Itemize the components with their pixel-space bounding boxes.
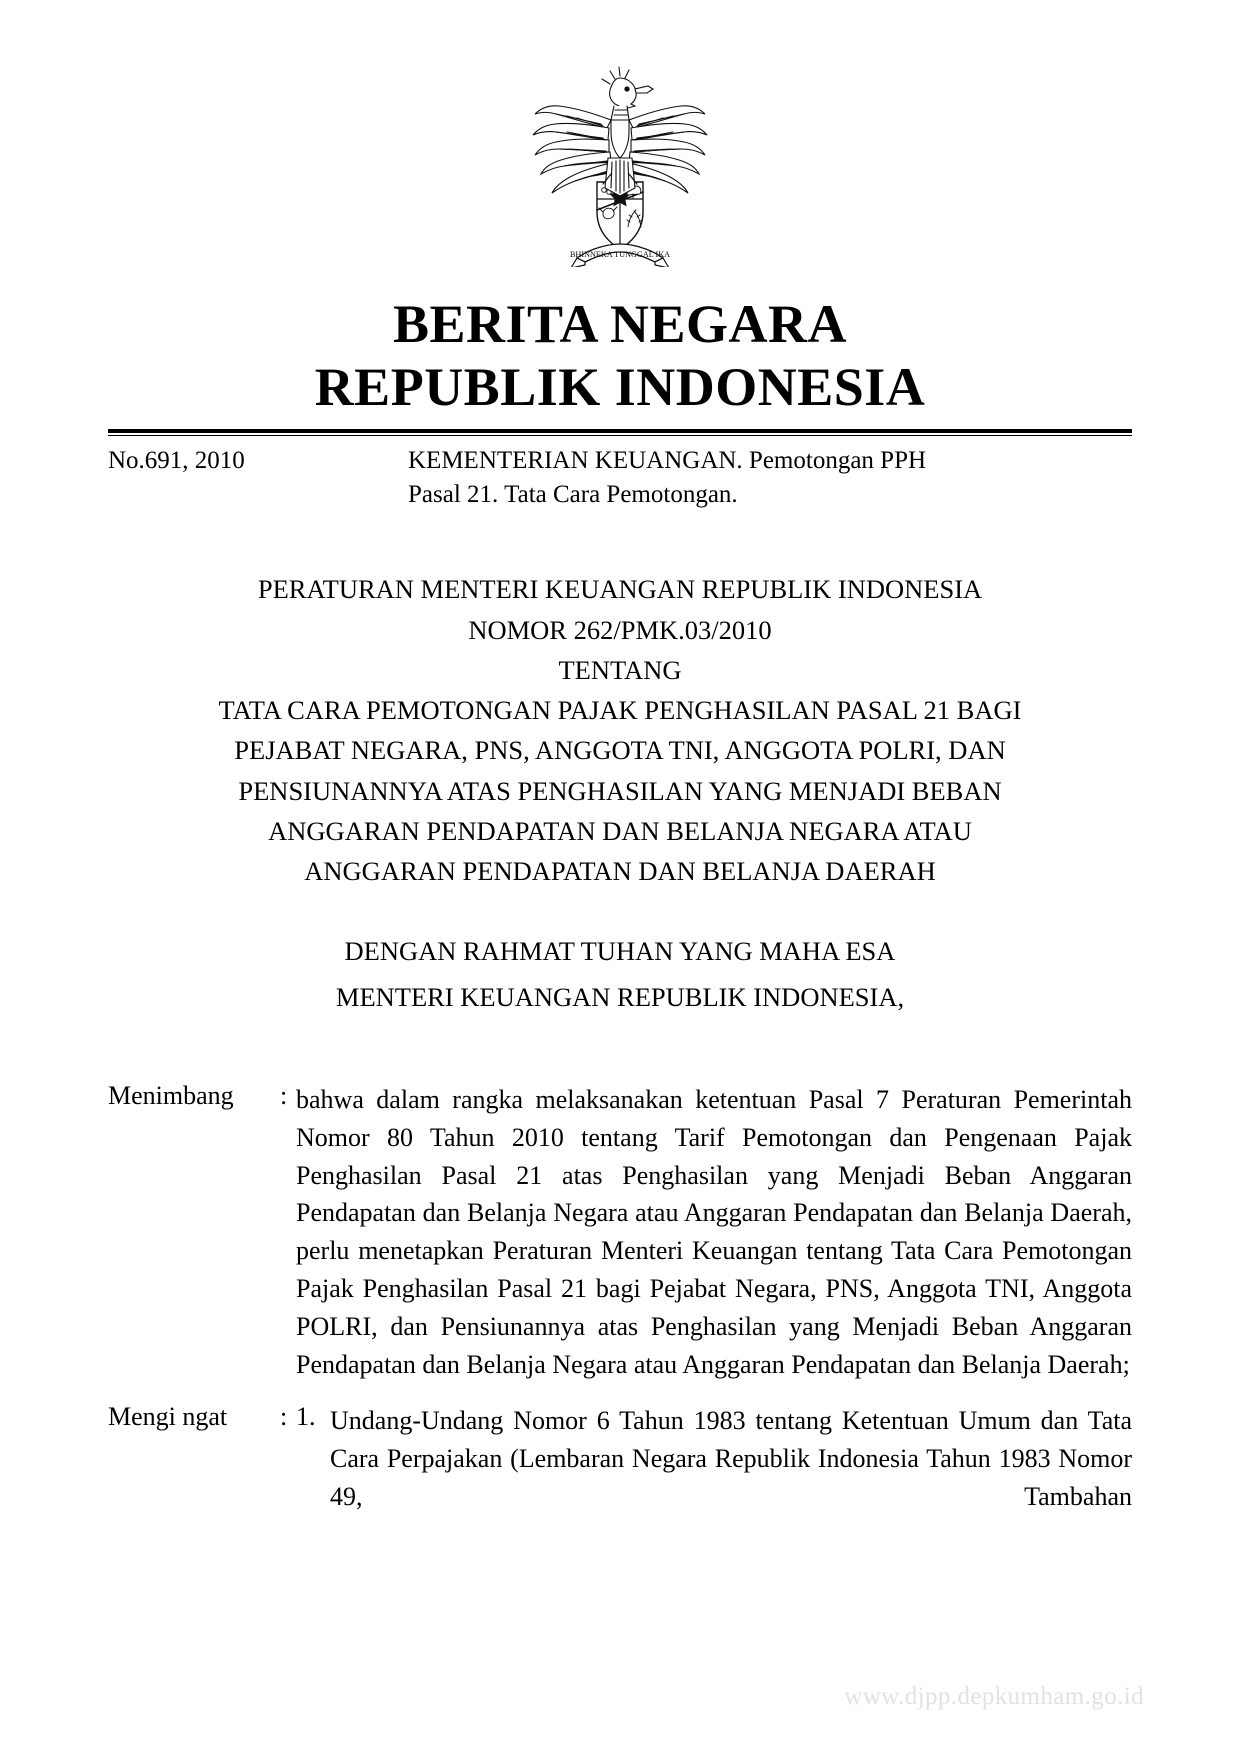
- title-line-subject-3: PENSIUNANNYA ATAS PENGHASILAN YANG MENJADI BEBAN: [238, 775, 1002, 806]
- title-line-subject-2: PEJABAT NEGARA, PNS, ANGGOTA TNI, ANGGOTA POLRI, DAN: [234, 735, 1006, 766]
- divider-thick-rule: [108, 429, 1132, 433]
- emblem-container: [0, 0, 1240, 267]
- clause-text-mengingat-item-1: Undang-Undang Nomor 6 Tahun 1983 tentang Ketentuan Umum dan Tata Cara Perpajakan (Lembaran Negara Republik Indonesia Tahun 1983 Nomor 49, Tambahan: [330, 1406, 1132, 1512]
- gazette-subject-line-1: KEMENTERIAN KEUANGAN. Pemotongan PPH: [408, 447, 927, 475]
- masthead-line-2: REPUBLIK INDONESIA: [314, 357, 926, 418]
- masthead-line-1: BERITA NEGARA: [392, 294, 848, 354]
- clause-text-menimbang: bahwa dalam rangka melaksanakan ketentuan Pasal 7 Peraturan Pemerintah Nomor 80 Tahun 2010 tentang Tarif Pemotongan dan Pengenaan Pajak Penghasilan Pasal 21 atas Penghasilan yang Menjadi Beban Anggaran Pendapatan dan Belanja Negara atau Anggaran Pendapatan dan Belanja Daerah, perlu menetapkan Peraturan Menteri Keuangan tentang Tata Cara Pemotongan Pajak Penghasilan Pasal 21 bagi Pejabat Negara, PNS, Anggota TNI, Anggota POLRI, dan Pensiunannya atas Penghasilan yang Menjadi Beban Anggaran Pendapatan dan Belanja Negara atau Anggaran Pendapatan dan Belanja Daerah;: [296, 1084, 1132, 1380]
- emblem-motto-text: BHINNEKA TUNGGAL IKA: [569, 250, 671, 259]
- gazette-number: No.691, 2010: [108, 447, 245, 475]
- footer-watermark: www.djpp.depkumham.go.id: [844, 1683, 1144, 1710]
- clause-label-mengingat: Mengi ngat: [108, 1402, 228, 1432]
- masthead: [0, 293, 1240, 419]
- clause-label-menimbang: Menimbang: [108, 1080, 234, 1110]
- clause-menimbang: [108, 1081, 1132, 1385]
- clause-colon-menimbang: :: [280, 1080, 288, 1110]
- minister-line: MENTERI KEUANGAN REPUBLIK INDONESIA,: [335, 982, 905, 1013]
- clauses-section: [108, 1081, 1132, 1554]
- clause-item-number-1: 1.: [296, 1402, 316, 1432]
- regulation-title-block: [100, 569, 1140, 891]
- title-line-subject-4: ANGGARAN PENDAPATAN DAN BELANJA NEGARA ATAU: [268, 815, 972, 846]
- divider-thin-rule: [108, 435, 1132, 436]
- blessing-line: DENGAN RAHMAT TUHAN YANG MAHA ESA: [344, 936, 896, 967]
- gazette-subject: [408, 444, 1132, 511]
- gazette-header-row: [108, 444, 1132, 511]
- masthead-divider: [108, 429, 1132, 436]
- title-line-authority: PERATURAN MENTERI KEUANGAN REPUBLIK INDONESIA: [257, 574, 983, 605]
- title-line-number: NOMOR 262/PMK.03/2010: [468, 614, 772, 645]
- title-line-subject-5: ANGGARAN PENDAPATAN DAN BELANJA DAERAH: [304, 856, 936, 887]
- clause-colon-mengingat: :: [280, 1402, 288, 1432]
- gazette-subject-line-2: Pasal 21. Tata Cara Pemotongan.: [408, 480, 738, 508]
- title-line-tentang: TENTANG: [558, 654, 682, 685]
- enacting-formula: [100, 929, 1140, 1020]
- garuda-pancasila-emblem: [515, 62, 725, 267]
- clause-mengingat: [108, 1402, 1132, 1554]
- title-line-subject-1: TATA CARA PEMOTONGAN PAJAK PENGHASILAN PASAL 21 BAGI: [218, 695, 1022, 726]
